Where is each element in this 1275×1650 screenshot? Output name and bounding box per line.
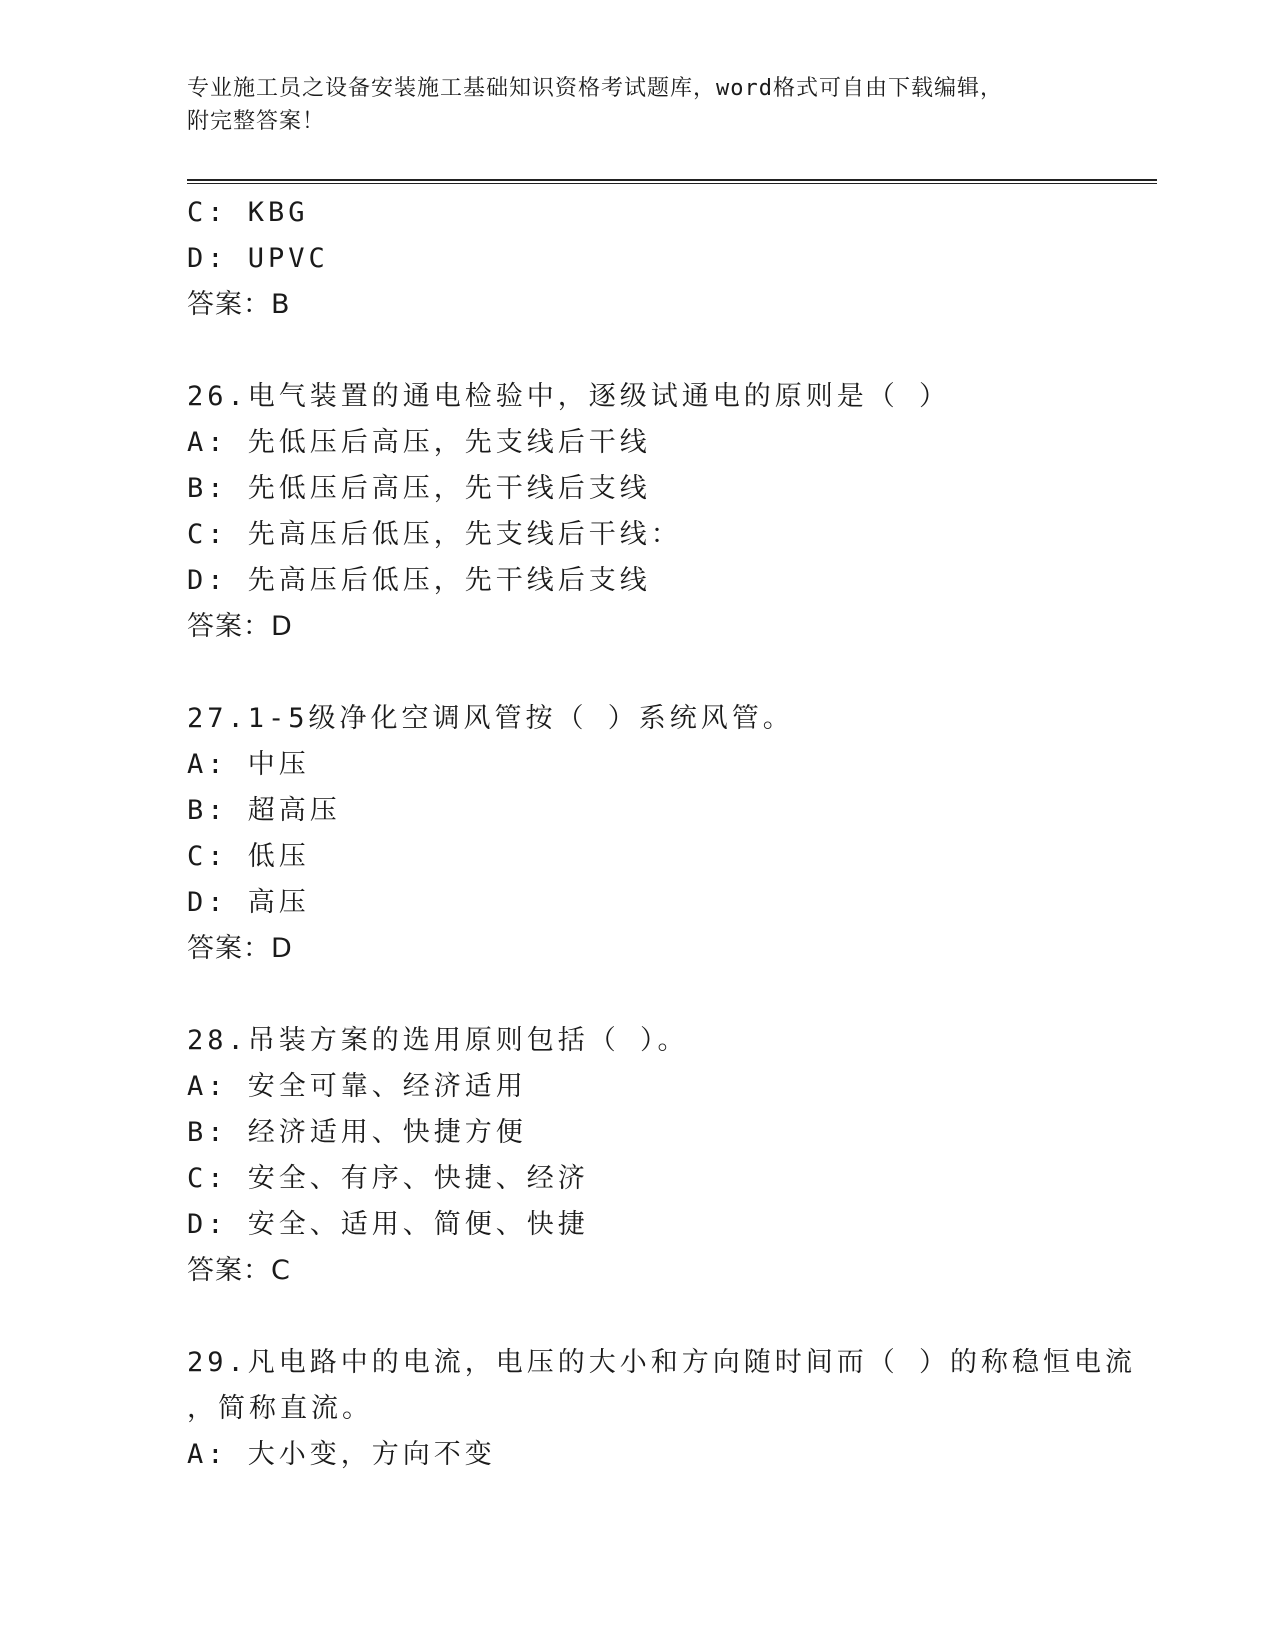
spacer — [187, 650, 1087, 696]
option-b: B: 经济适用、快捷方便 — [187, 1117, 527, 1148]
option-c: C: 先高压后低压，先支线后干线： — [187, 519, 682, 550]
question-28-text: 28.吊装方案的选用原则包括（ ）。 — [187, 1025, 689, 1056]
option-b: B: 超高压 — [187, 795, 341, 826]
option-a: A: 先低压后高压，先支线后干线 — [187, 427, 651, 458]
answer-line: 答案：B — [187, 289, 291, 320]
spacer — [187, 1294, 1087, 1340]
header-line-2: 附完整答案！ — [187, 109, 326, 134]
spacer — [187, 328, 1087, 374]
answer-line: 答案：D — [187, 933, 293, 964]
header-divider — [187, 179, 1157, 184]
document-header — [187, 72, 1087, 138]
option-d: D: 高压 — [187, 887, 310, 918]
option-d: D: UPVC — [187, 243, 329, 274]
option-c: C: KBG — [187, 197, 309, 228]
option-c: C: 低压 — [187, 841, 310, 872]
option-d: D: 先高压后低压，先干线后支线 — [187, 565, 651, 596]
header-line-1: 专业施工员之设备安装施工基础知识资格考试题库，word格式可自由下载编辑， — [187, 76, 1003, 101]
answer-line: 答案：C — [187, 1255, 291, 1286]
question-29-text-line-2: ，简称直流。 — [187, 1393, 373, 1424]
question-29-text-line-1: 29.凡电路中的电流，电压的大小和方向随时间而（ ）的称稳恒电流 — [187, 1347, 1137, 1378]
option-d: D: 安全、适用、简便、快捷 — [187, 1209, 589, 1240]
option-a: A: 中压 — [187, 749, 310, 780]
option-b: B: 先低压后高压，先干线后支线 — [187, 473, 651, 504]
option-a: A: 安全可靠、经济适用 — [187, 1071, 527, 1102]
question-26-text: 26.电气装置的通电检验中，逐级试通电的原则是（ ） — [187, 381, 951, 412]
spacer — [187, 972, 1087, 1018]
option-c: C: 安全、有序、快捷、经济 — [187, 1163, 589, 1194]
question-list — [187, 190, 1137, 1478]
answer-line: 答案：D — [187, 611, 293, 642]
option-a: A: 大小变，方向不变 — [187, 1439, 496, 1470]
question-27-text: 27.1-5级净化空调风管按（ ）系统风管。 — [187, 703, 794, 734]
